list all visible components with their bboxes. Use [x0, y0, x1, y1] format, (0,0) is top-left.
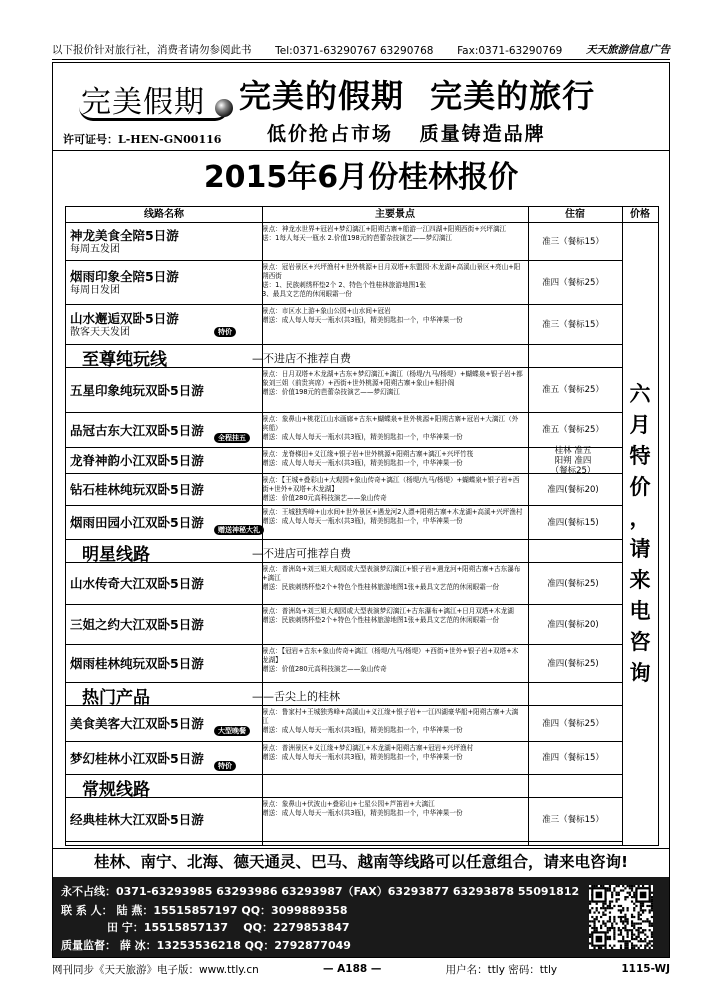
route-sights: 景点：【冠岩+古东+象山传奇+漓江（杨堤/九马/杨堤）+西街+世外+银子岩+双塔+木龙湖】 赠送：价值280元高科技演艺——象山传奇: [262, 647, 519, 673]
route-name-cell: [70, 645, 256, 682]
logo-swoosh-icon: [79, 107, 229, 121]
route-sights: 景点：普洲景区+义江缘+梦幻漓江+木龙湖+阳朔古寨+冠岩+兴坪渔村 赠送：成人每人每天一瓶水(共3瓶)，精美钥匙扣一个，中华神果一份: [262, 744, 474, 761]
section-title: 至尊纯玩线: [82, 350, 167, 370]
qr-code-icon[interactable]: [589, 885, 653, 949]
route-sights: 景点：普洲岛+刘三姐大观园或大型表演梦幻漓江+银子岩+遇龙河+阳朔古寨+古东瀑布+漓江 赠送：民族刺绣杯垫2个+特色个性桂林旅游地图1张+最具文艺范的休闲眼霜一份: [262, 565, 521, 591]
main-slogan: 完美的假期 完美的旅行: [239, 77, 596, 115]
price-column: [622, 223, 658, 845]
route-name-cell: [70, 448, 256, 473]
section-header: [66, 683, 622, 706]
route-sights: 景点：【王城+叠彩山+大观园+象山传奇+漓江（杨堤/九马/杨堤）+蝴蝶泉+银子岩+西街+世外+双塔+木龙湖】 赠送：价值280元高科技演艺——象山传奇: [262, 476, 520, 502]
license-number: 许可证号：L-HEN-GN00116: [63, 133, 222, 146]
section-title: 明星线路: [82, 545, 150, 565]
section-note: ——舌尖上的桂林: [252, 690, 340, 703]
price-char: 询: [629, 661, 651, 685]
route-sights: 景点：普洲岛+刘三姐大观园或大型表演梦幻漓江+古东瀑布+漓江+日月双塔+木龙湖 赠送：民族刺绣杯垫2个+特色个性桂林旅游地图1张+最具文艺范的休闲眼霜一份: [262, 607, 514, 624]
route-name: 经典桂林大江双卧5日游: [70, 812, 204, 827]
route-sights: 景点：龙脊梯田+义江缘+银子岩+世外桃源+阳朔古寨+漓江+兴坪竹筏 赠送：成人每人每天一瓶水(共3瓶)，精美钥匙扣一个，中华神果一份: [262, 450, 474, 467]
contact-line-person2: 田 宁：15515857137 QQ：2279853847: [61, 921, 350, 934]
price-char: 请: [629, 537, 651, 561]
route-name: 龙脊神韵小江双卧5日游: [70, 453, 204, 468]
column-divider: [262, 207, 263, 845]
route-stay: 准四（餐标25）: [542, 718, 604, 729]
table-row: [66, 413, 622, 448]
route-stay: 准三（餐标15）: [542, 236, 604, 247]
footer-user: 用户名：ttly 密码：ttly: [445, 963, 558, 976]
route-sights: 景点：象鼻山+伏波山+叠彩山+七星公园+芦笛岩+大漓江 赠送：成人每人每天一瓶水(共3瓶)，精美钥匙扣一个，中华神果一份: [262, 800, 463, 817]
column-divider: [622, 207, 623, 845]
route-name-cell: [70, 305, 256, 344]
route-name-cell: [70, 563, 256, 604]
route-name-cell: [70, 261, 256, 304]
route-name: 神龙美食全陪5日游: [70, 227, 179, 243]
footer-web: 网刊同步《天天旅游》电子版：www.ttly.cn: [52, 963, 259, 976]
sub-slogan: 低价抢占市场 质量铸造品牌: [267, 123, 546, 145]
route-stay: 准四(餐标25): [547, 658, 599, 669]
route-name: 山水传奇大江双卧5日游: [70, 576, 204, 591]
route-tag-badge: 特价: [214, 761, 236, 771]
route-name: 烟雨印象全陪5日游: [70, 268, 179, 284]
route-tag-badge: 全程挂五: [214, 433, 250, 443]
logo: [75, 73, 225, 123]
top-info-bar: [52, 42, 670, 60]
route-stay: 准五（餐标25）: [542, 425, 604, 435]
logo-text: 完美假期: [81, 85, 205, 120]
price-char: 月: [629, 413, 651, 437]
footer-page: — A188 —: [323, 963, 382, 975]
contact-line-phones: 永不占线：0371-63293985 63293986 63293987（FAX）63293877 63293878 55091812: [61, 885, 580, 898]
table-row: [66, 223, 622, 261]
route-name: 美食美客大江双卧5日游: [70, 716, 204, 731]
route-stay: 准四(餐标15): [547, 517, 599, 528]
header-stay: 住宿: [565, 209, 585, 220]
header: [53, 63, 669, 151]
section-header: [66, 540, 622, 563]
route-name: 品冠古东大江双卧5日游: [70, 422, 204, 438]
table-header: [66, 207, 658, 223]
section-title: 常规线路: [82, 780, 150, 800]
table-row: [66, 305, 622, 345]
combo-note: 桂林、南宁、北海、德天通灵、巴马、越南等线路可以任意组合，请来电咨询!: [53, 848, 669, 874]
route-stay: 准三（餐标15）: [542, 319, 604, 330]
table-row: [66, 563, 622, 605]
price-char: 六: [629, 382, 651, 406]
route-name-cell: [70, 798, 256, 841]
page-title: 2015年6月份桂林报价: [203, 160, 519, 195]
route-name-cell: [70, 605, 256, 644]
route-name-cell: [70, 474, 256, 505]
table-row: [66, 474, 622, 506]
logo-ball-icon: [215, 99, 233, 117]
price-char: 电: [629, 599, 651, 623]
contact-line-person1: 联 系 人： 陆 燕：15515857197 QQ：3099889358: [61, 904, 348, 917]
contact-box: [53, 877, 669, 957]
route-name: 梦幻桂林小江双卧5日游: [70, 750, 204, 766]
header-route: 线路名称: [144, 209, 184, 220]
section-note: —不进店可推荐自费: [252, 547, 351, 560]
route-name: 山水邂逅双卧5日游: [70, 310, 179, 326]
footer: [52, 960, 670, 978]
price-char: 来: [629, 568, 651, 592]
table-row: [66, 368, 622, 413]
flyer-frame: [52, 62, 670, 958]
route-name-cell: [70, 368, 256, 412]
footer-code: 1115-WJ: [621, 963, 670, 975]
price-char: ，: [629, 506, 651, 530]
price-char: 咨: [629, 630, 651, 654]
route-sights: 景点：市区水上游+象山公园+山水间+冠岩 赠送：成人每人每天一瓶水(共3瓶)，精美钥匙扣一个，中华神果一份: [262, 307, 463, 324]
section-header: [66, 775, 622, 798]
route-stay: 准三（餐标15）: [542, 814, 604, 825]
route-tag-badge: 赠送神秘大礼: [214, 525, 264, 535]
header-price: 价格: [630, 209, 650, 220]
brand-ad-text: 天天旅游信息广告: [585, 44, 670, 56]
route-stay: 准四(餐标20): [547, 619, 599, 630]
table-row: [66, 742, 622, 775]
section-title: 热门产品: [82, 688, 150, 708]
route-name: 三姐之约大江双卧5日游: [70, 617, 204, 632]
price-char: 特: [629, 444, 651, 468]
notice-text: 以下报价针对旅行社，消费者请勿参阅此书: [52, 44, 252, 56]
route-name: 钻石桂林纯玩双卧5日游: [70, 482, 204, 497]
table-row: [66, 706, 622, 742]
section-header: [66, 345, 622, 368]
fax-text: Fax:0371-63290769: [457, 45, 563, 57]
table-row: [66, 798, 622, 842]
route-sights: 景点：冠岩景区+兴坪渔村+世外桃源+日月双塔+东盟园·木龙湖+高溪山景区+亮山+阳朔西街 送：1、民族刺绣杯垫2个 2、特色个性桂林旅游地图1张 3、最具文艺范的休闲眼霜一份: [262, 263, 521, 298]
route-sights: 景点：鲁家村+王城独秀峰+高溪山+义江缘+银子岩+一江四湖豪华船+阳朔古寨+大漓江 赠送：成人每人每天一瓶水(共3瓶)，精美钥匙扣一个，中华神果一份: [262, 708, 519, 734]
route-name-cell: [70, 223, 256, 260]
route-sights: 景点：日月双塔+木龙湖+古东+梦幻漓江+漓江（杨堤/九马/杨堤）+蝴蝶泉+银子岩+都象刘三姐（前贵宾席）+西街+世外桃源+阳朔古寨+象山+相扑阁 赠送：价值198元的芭蕾杂技演艺——梦幻漓江: [262, 370, 523, 396]
route-stay: 桂林 准五 阳朔 准四 （餐标25）: [550, 445, 596, 476]
route-sights: 景点：象鼻山+桃花江山水画廊+古东+蝴蝶泉+世外桃源+阳朔古寨+冠岩+大漓江（外宾船） 赠送：成人每人每天一瓶水(共3瓶)，精美钥匙扣一个，中华神果一份: [262, 415, 519, 441]
table-row: [66, 261, 622, 305]
route-schedule: 每周五发团: [70, 243, 120, 255]
route-tag-badge: 特价: [214, 327, 236, 337]
route-stay: 准四（餐标25）: [542, 277, 604, 288]
price-char: 价: [629, 475, 651, 499]
tel-text: Tel:0371-63290767 63290768: [275, 45, 434, 57]
price-table: [65, 206, 659, 846]
table-row: [66, 506, 622, 540]
table-row: [66, 445, 622, 476]
route-schedule: 每周日发团: [70, 284, 120, 296]
route-name: 五星印象纯玩双卧5日游: [70, 382, 204, 398]
header-sights: 主要景点: [375, 209, 415, 220]
route-sights: 景点：神龙水世界+冠岩+梦幻漓江+阳朔古寨+船游一江四湖+阳朔西街+兴坪漓江 送：1每人每天一瓶水 2.价值198元的芭蕾杂技演艺——梦幻漓江: [262, 225, 507, 242]
table-row: [66, 645, 622, 683]
route-name: 烟雨桂林纯玩双卧5日游: [70, 656, 204, 671]
route-stay: 准四(餐标25): [547, 578, 599, 589]
contact-line-quality: 质量监督： 薛 冰：13253536218 QQ：2792877049: [61, 939, 351, 952]
route-stay: 准五（餐标25）: [542, 385, 604, 395]
route-schedule: 散客天天发团: [70, 326, 130, 338]
route-stay: 准四(餐标20): [547, 484, 599, 495]
route-name: 烟雨田园小江双卧5日游: [70, 515, 204, 530]
column-divider: [528, 207, 529, 845]
route-sights: 景点：王城独秀峰+山水间+世外景区+遇龙河2人漂+阳朔古寨+木龙湖+高溪+兴坪渔村 赠送：成人每人每天一瓶水(共3瓶)，精美钥匙扣一个，中华神果一份: [262, 508, 523, 525]
table-row: [66, 605, 622, 645]
route-tag-badge: 大型晚餐: [214, 726, 250, 736]
section-note: —不进店不推荐自费: [252, 352, 351, 365]
route-stay: 准四（餐标15）: [542, 753, 604, 763]
